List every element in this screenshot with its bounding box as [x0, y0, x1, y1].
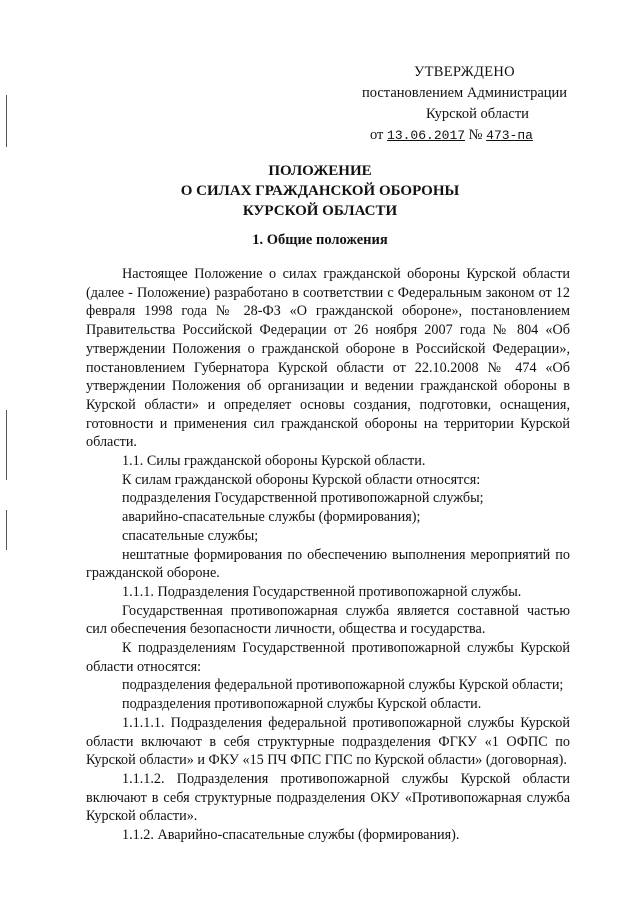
paragraph: Государственная противопожарная служба является составной частью сил обеспечения безопасности личности, общества и государства.: [86, 602, 570, 638]
scan-edge-mark: [6, 410, 7, 480]
approval-region: Курской области: [426, 106, 529, 122]
paragraph: 1.1.2. Аварийно-спасательные службы (формирования).: [122, 827, 460, 844]
title-line: О СИЛАХ ГРАЖДАНСКОЙ ОБОРОНЫ: [180, 183, 460, 199]
title-line: ПОЛОЖЕНИЕ: [268, 163, 372, 179]
approval-date-line: [362, 125, 592, 146]
paragraph: 1.1.1. Подразделения Государственной противопожарной службы.: [122, 583, 522, 600]
paragraph: К подразделениям Государственной противопожарной службы Курской области относятся:: [86, 640, 570, 675]
scan-edge-mark: [6, 510, 7, 550]
title-line: КУРСКОЙ ОБЛАСТИ: [242, 203, 398, 219]
approval-stamp: [362, 62, 592, 146]
paragraph: 1.1. Силы гражданской обороны Курской области.: [122, 453, 426, 470]
paragraph: 1.1.1.2. Подразделения противопожарной службы Курской области включают в себя структурные подразделения ОКУ «Противопожарная служба Курской области».: [86, 770, 570, 825]
approval-title: УТВЕРЖДЕНО: [414, 64, 515, 80]
section-heading: 1. Общие положения: [252, 232, 388, 248]
paragraph: К силам гражданской обороны Курской области относятся:: [122, 471, 481, 488]
approval-number: 473-па: [486, 128, 533, 143]
paragraph: подразделения Государственной противопожарной службы;: [122, 490, 484, 507]
paragraph: подразделения федеральной противопожарной службы Курской области;: [122, 677, 564, 694]
paragraph: нештатные формирования по обеспечению выполнения мероприятий по гражданской обороне.: [86, 546, 570, 582]
approval-date: 13.06.2017: [387, 128, 466, 143]
paragraph: аварийно-спасательные службы (формирования);: [122, 509, 421, 526]
paragraph: спасательные службы;: [122, 527, 259, 544]
approval-number-label: №: [468, 127, 483, 143]
paragraph: Настоящее Положение о силах гражданской обороны Курской области (далее - Положение) разработано в соответствии с Федеральным законом от 12 февраля 1998 года № 28-ФЗ «О гражданской обороне», постановлением Правительства Российской Федерации от 26 ноября 2007 года № 804 «Об утверждении Положения о гражданской обороне в Российской Федерации», постановлением Губернатора Курской области от 22.10.2008 № 474 «Об утверждении Положения об организации и ведении гражданской обороны в Курской области» и определяет основы создания, подготовки, оснащения, готовности и применения сил гражданской обороны на территории Курской области.: [86, 266, 570, 451]
approval-issuer: постановлением Администрации: [362, 85, 568, 101]
document-body: [86, 265, 570, 845]
approval-from-label: от: [370, 127, 384, 143]
paragraph: 1.1.1.1. Подразделения федеральной противопожарной службы Курской области включают в себя структурные подразделения ФГКУ «1 ОФПС по Курской области» и ФКУ «15 ПЧ ФПС ГПС по Курской области» (договорная).: [86, 714, 570, 769]
paragraph: подразделения противопожарной службы Курской области.: [122, 696, 482, 713]
scan-edge-mark: [6, 95, 7, 147]
document-title: [0, 161, 640, 221]
